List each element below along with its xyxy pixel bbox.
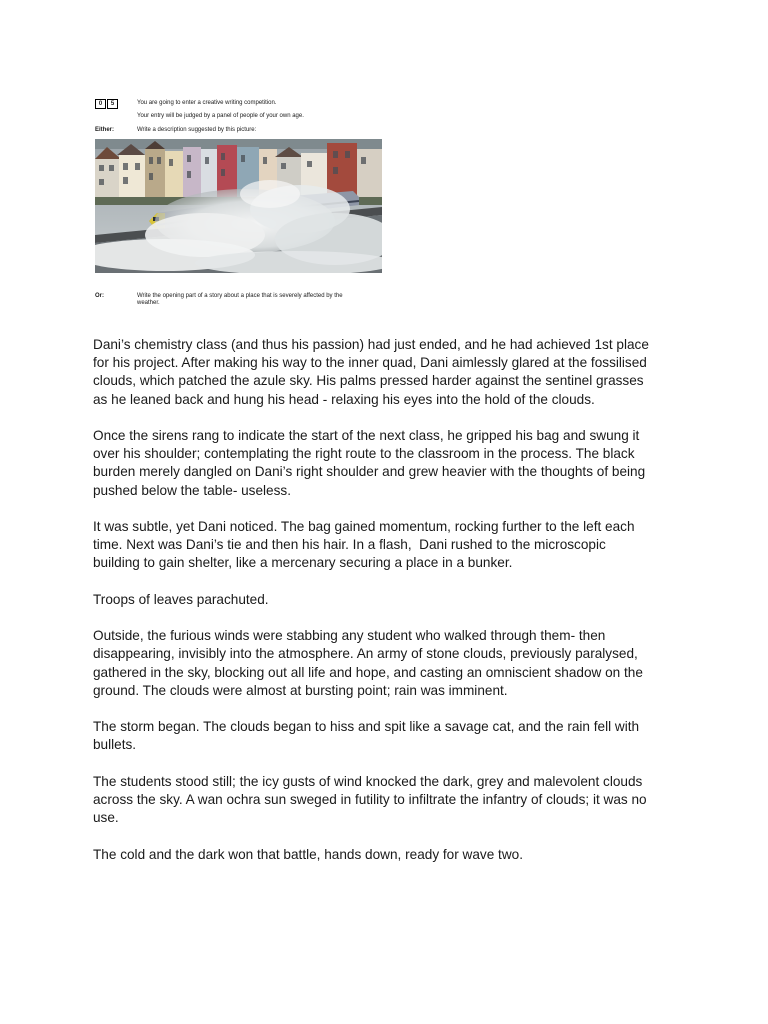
or-text-line-1: Write the opening part of a story about a place that is severely affected by the xyxy=(137,293,343,299)
exam-question-excerpt xyxy=(93,96,385,310)
or-text-line-2: weather. xyxy=(137,300,160,306)
storm-train-photo xyxy=(95,139,382,273)
story-paragraph: Once the sirens rang to indicate the start of the next class, he gripped his bag and swung it over his shoulder; contemplating the right route to the classroom in the process. The black burden merely dangled on Dani’s right shoulder and grew heavier with the thoughts of being pushed below the table- useless. xyxy=(93,428,646,498)
or-label: Or: xyxy=(95,293,104,299)
story-paragraph: The cold and the dark won that battle, hands down, ready for wave two. xyxy=(93,846,523,862)
story-paragraph: The students stood still; the icy gusts of wind knocked the dark, grey and malevolent clouds across the sky. A wan ochra sun sweged in futility to infiltrate the infantry of clouds; it was no use. xyxy=(93,773,647,826)
question-number-digit: 5 xyxy=(107,99,118,109)
question-intro: You are going to enter a creative writing competition. xyxy=(137,100,277,106)
story-paragraph: It was subtle, yet Dani noticed. The bag gained momentum, rocking further to the left each time. Next was Dani’s tie and then his hair. In a flash, Dani rushed to the microscopic building to gain shelter, like a mercenary securing a place in a bunker. xyxy=(93,519,635,571)
question-number xyxy=(95,99,119,109)
story-paragraph: Outside, the furious winds were stabbing any student who walked through them- then disappearing, invisibly into the atmosphere. An army of stone clouds, previously paralysed, gathered in the sky, blocking out all life and hope, and casting an omniscient shadow on the ground. The clouds were almost at bursting point; rain was imminent. xyxy=(93,628,643,698)
either-label: Either: xyxy=(95,127,115,133)
story-paragraph: Troops of leaves parachuted. xyxy=(93,591,269,607)
either-text: Write a description suggested by this picture: xyxy=(137,127,257,133)
story-paragraph: Dani’s chemistry class (and thus his passion) had just ended, and he had achieved 1st place for his project. After making his way to the inner quad, Dani aimlessly glared at the fossilised clouds, which patched the azule sky. His palms pressed harder against the sentinel grasses as he leaned back and hung his head - relaxing his eyes into the hold of the clouds. xyxy=(93,337,649,407)
question-number-digit: 0 xyxy=(95,99,106,109)
question-judging: Your entry will be judged by a panel of people of your own age. xyxy=(137,113,304,119)
story-paragraph: The storm began. The clouds began to hiss and spit like a savage cat, and the rain fell with bullets. xyxy=(93,719,640,753)
story-text xyxy=(93,336,683,882)
